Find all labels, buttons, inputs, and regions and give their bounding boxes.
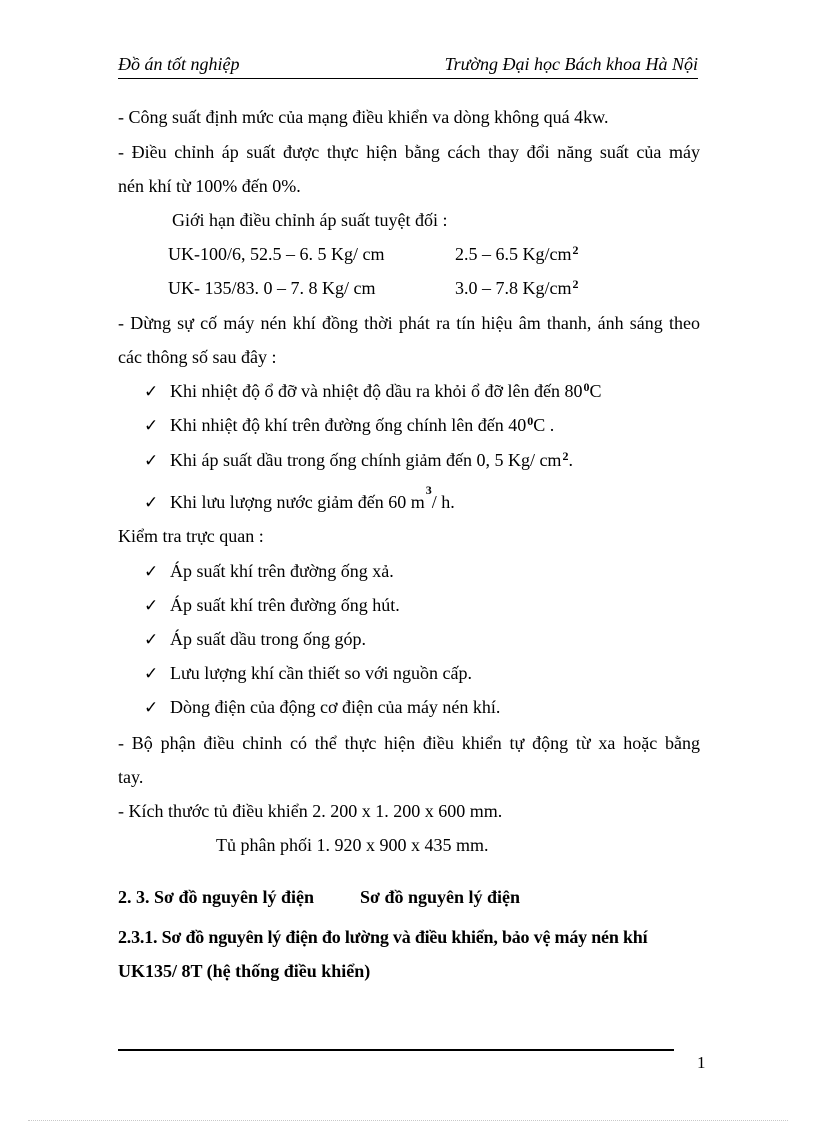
visual-check-item: ✓ Áp suất khí trên đường ống xả. [144,561,394,582]
page-edge-divider [28,1120,788,1121]
visual-check-item: ✓ Áp suất khí trên đường ống hút. [144,595,400,616]
paragraph-rated-power: - Công suất định mức của mạng điều khiển va dòng không quá 4kw. [118,107,609,127]
condition-item: ✓ Khi áp suất dầu trong ống chính giảm đến 0, 5 Kg/ $cm^2$. [144,449,573,471]
limits-model: UK- 135/83. 0 – 7. 8 Kg/ cm [168,278,376,298]
condition-item: ✓ Khi nhiệt độ ổ đỡ và nhiệt độ dầu ra khỏi ổ đỡ lên đến $80^0C$ [144,380,602,402]
cabinet-size: - Kích thước tủ điều khiển 2. 200 x 1. 200 x 600 mm. [118,801,503,821]
subsection-heading-line1: 2.3.1. Sơ đồ nguyên lý điện đo lường và điều khiển, bảo vệ máy nén khí [118,927,648,947]
header-document-type: Đồ án tốt nghiệp [118,54,240,74]
limits-row [168,276,688,300]
limits-model: UK-100/6, 52.5 – 6. 5 Kg/ cm [168,244,385,264]
check-icon: ✓ [144,698,159,718]
section-heading-repeat: Sơ đồ nguyên lý điện [360,887,521,907]
paragraph-control-line2: tay. [118,767,144,787]
visual-check-item: ✓ Lưu lượng khí cần thiết so với nguồn cấp. [144,663,473,684]
check-icon: ✓ [144,596,159,616]
limits-range: 3.0 – 7.8 $Kg/cm^2$ [455,277,579,298]
check-icon: ✓ [144,451,159,471]
check-icon: ✓ [144,562,159,582]
footer-divider [118,1049,674,1051]
limits-title: Giới hạn điều chỉnh áp suất tuyệt đối : [172,210,448,230]
header-university: Trường Đại học Bách khoa Hà Nội [444,54,698,74]
subsection-heading-line2: UK135/ 8T (hệ thống điều khiển) [118,961,371,981]
visual-check-title: Kiểm tra trực quan : [118,526,264,546]
check-icon: ✓ [144,416,159,436]
page-header [118,52,698,79]
section-heading: 2. 3. Sơ đồ nguyên lý điện Sơ đồ nguyên lý điện [118,887,521,907]
visual-check-item: ✓ Dòng điện của động cơ điện của máy nén khí. [144,697,501,718]
condition-item: ✓ Khi lưu lượng nước giảm đến 60 $m^3/$ h. [144,483,455,513]
paragraph-emergency-stop-line2: các thông số sau đây : [118,347,277,367]
visual-check-item: ✓ Áp suất dầu trong ống góp. [144,629,366,650]
distribution-cabinet-size: Tủ phân phối 1. 920 x 900 x 435 mm. [216,835,489,855]
check-icon: ✓ [144,664,159,684]
paragraph-pressure-line1: - Điều chỉnh áp suất được thực hiện bằng cách thay đổi năng suất của máy [118,142,700,162]
check-icon: ✓ [144,493,159,513]
condition-item: ✓ Khi nhiệt độ khí trên đường ống chính lên đến $40^0C$ . [144,414,555,436]
limits-range: 2.5 – 6.5 $Kg/cm^2$ [455,243,579,264]
check-icon: ✓ [144,630,159,650]
paragraph-control-line1: - Bộ phận điều chỉnh có thể thực hiện điều khiển tự động từ xa hoặc bằng [118,733,700,753]
check-icon: ✓ [144,382,159,402]
paragraph-pressure-line2: nén khí từ 100% đến 0%. [118,176,301,196]
page-number: 1 [697,1053,706,1072]
limits-row [168,242,688,266]
paragraph-emergency-stop-line1: - Dừng sự cố máy nén khí đồng thời phát ra tín hiệu âm thanh, ánh sáng theo [118,313,700,333]
